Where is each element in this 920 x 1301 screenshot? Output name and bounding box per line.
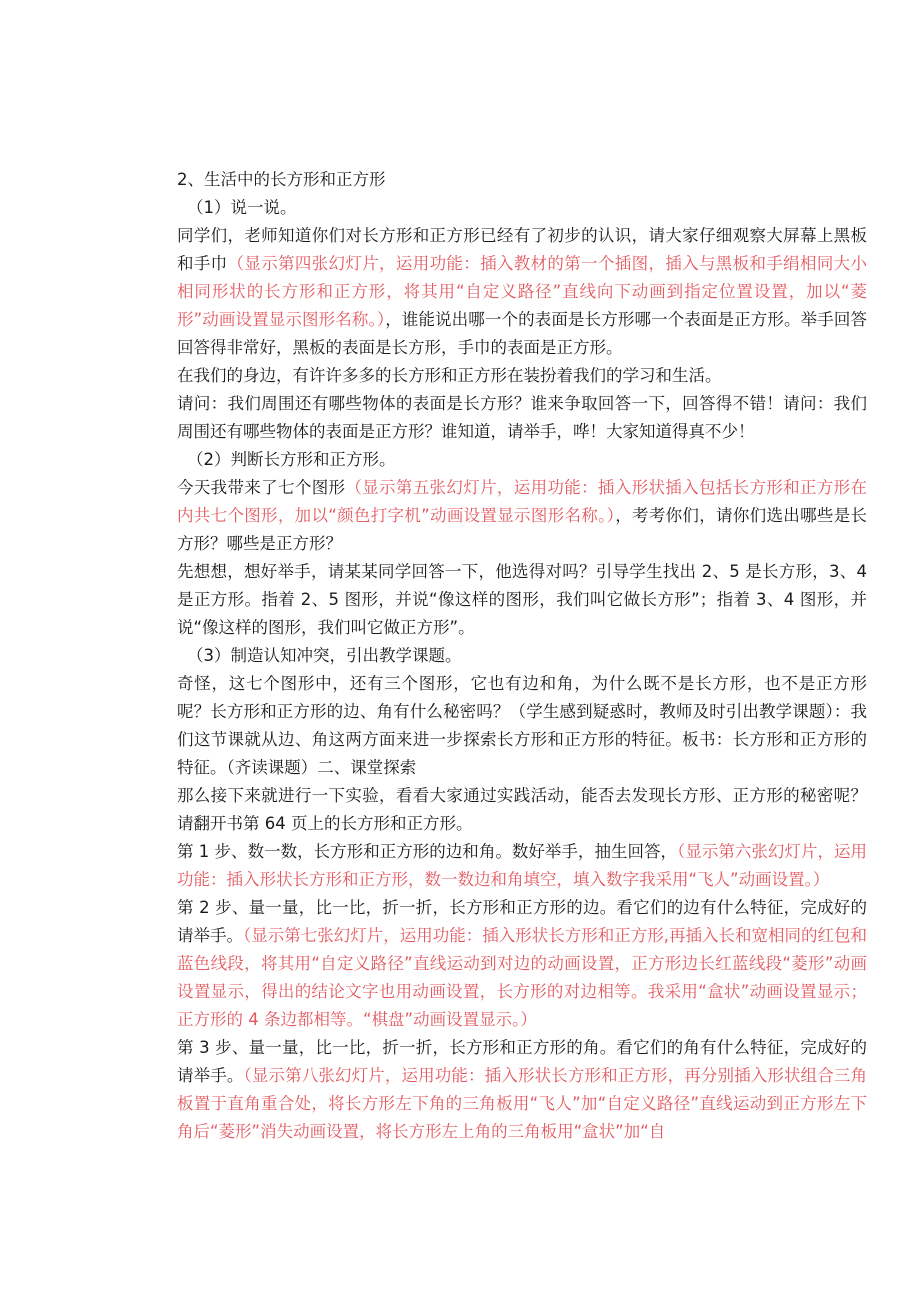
paragraph-text: ，考考你们，请你们选出哪些是长方形？哪些是正方形？ xyxy=(177,506,868,553)
subsection-3: （3）制造认知冲突，引出教学课题。 xyxy=(187,646,462,665)
paragraph-text: 第 1 步、数一数，长方形和正方形的边和角。数好举手，抽生回答， xyxy=(177,842,678,861)
step-3 xyxy=(177,1034,867,1146)
slide-note: （显示第七张幻灯片，运用功能：插入形状长方形和正方形,再插入长和宽相同的红包和蓝色线段，将其用“自定义路径”直线运动到对边的动画设置，正方形边长红蓝线段“菱形”动画设置显示，得出的结论文字也用动画设置，长方形的对边相等。我采用“盒状”动画设置显示；正方形的 4 条边都相等。“棋盘”动画设置显示。） xyxy=(177,926,867,1029)
paragraph-text: 第 2 步、量一量，比一比，折一折，长方形和正方形的边。看它们的边有什么特征，完成好的请举手。 xyxy=(177,898,867,945)
paragraph-text: 今天我带来了七个图形 xyxy=(177,478,346,497)
slide-note: （显示第四张幻灯片，运用功能：插入教材的第一个插图，插入与黑板和手绢相同大小相同形状的长方形和正方形，将其用“自定义路径”直线向下动画到指定位置设置，加以“菱形”动画设置显示图形名称。） xyxy=(177,254,868,329)
paragraph-text: ，谁能说出哪一个的表面是长方形哪一个表面是正方形。举手回答回答得非常好，黑板的表面是长方形，手巾的表面是正方形。 xyxy=(177,310,867,357)
slide-note: （显示第六张幻灯片，运用功能：插入形状长方形和正方形，数一数边和角填空，填入数字我采用“飞人”动画设置。） xyxy=(177,842,867,889)
paragraph: 奇怪，这七个图形中，还有三个图形，它也有边和角，为什么既不是长方形，也不是正方形呢？长方形和正方形的边、角有什么秘密吗？（学生感到疑惑时，教师及时引出教学课题）：我们这节课就从边、角这两方面来进一步探索长方形和正方形的特征。板书：长方形和正方形的特征。（齐读课题）二、课堂探索 xyxy=(177,674,867,777)
subsection-2: （2）判断长方形和正方形。 xyxy=(187,450,396,469)
paragraph-text: 同学们，老师知道你们对长方形和正方形已经有了初步的认识，请大家仔细观察大屏幕上黑板和手巾 xyxy=(177,226,867,273)
paragraph: 那么接下来就进行一下实验，看看大家通过实践活动，能否去发现长方形、正方形的秘密呢？请翻开书第 64 页上的长方形和正方形。 xyxy=(177,786,867,833)
slide-note: （显示第五张幻灯片，运用功能：插入形状插入包括长方形和正方形在内共七个图形，加以“颜色打字机”动画设置显示图形名称。） xyxy=(177,478,868,525)
slide-note: （显示第八张幻灯片，运用功能：插入形状长方形和正方形，再分别插入形状组合三角板置于直角重合处，将长方形左下角的三角板用“飞人”加“自定义路径”直线运动到正方形左下角后“菱形”消失动画设置，将长方形左上角的三角板用“盒状”加“自 xyxy=(177,1066,868,1141)
step-2 xyxy=(177,894,867,1034)
paragraph: 先想想，想好举手，请某某同学回答一下，他选得对吗？引导学生找出 2、5 是长方形，3、4 是正方形。指着 2、5 图形，并说“像这样的图形，我们叫它做长方形”；指着 3、4 图形，并说“像这样的图形，我们叫它做正方形”。 xyxy=(177,562,867,637)
lesson-plan-body xyxy=(177,166,867,1146)
paragraph: 在我们的身边，有许许多多的长方形和正方形在装扮着我们的学习和生活。 xyxy=(177,366,722,385)
paragraph-intro xyxy=(177,222,867,362)
paragraph: 请问：我们周围还有哪些物体的表面是长方形？谁来争取回答一下，回答得不错！请问：我们周围还有哪些物体的表面是正方形？谁知道，请举手，哗！大家知道得真不少！ xyxy=(177,394,867,441)
step-1 xyxy=(177,838,867,894)
paragraph xyxy=(177,474,867,558)
paragraph-text: 第 3 步、量一量，比一比，折一折，长方形和正方形的角。看它们的角有什么特征，完成好的请举手。 xyxy=(177,1038,867,1085)
section-heading: 2、生活中的长方形和正方形 xyxy=(177,170,386,189)
subsection-1: （1）说一说。 xyxy=(187,198,297,217)
